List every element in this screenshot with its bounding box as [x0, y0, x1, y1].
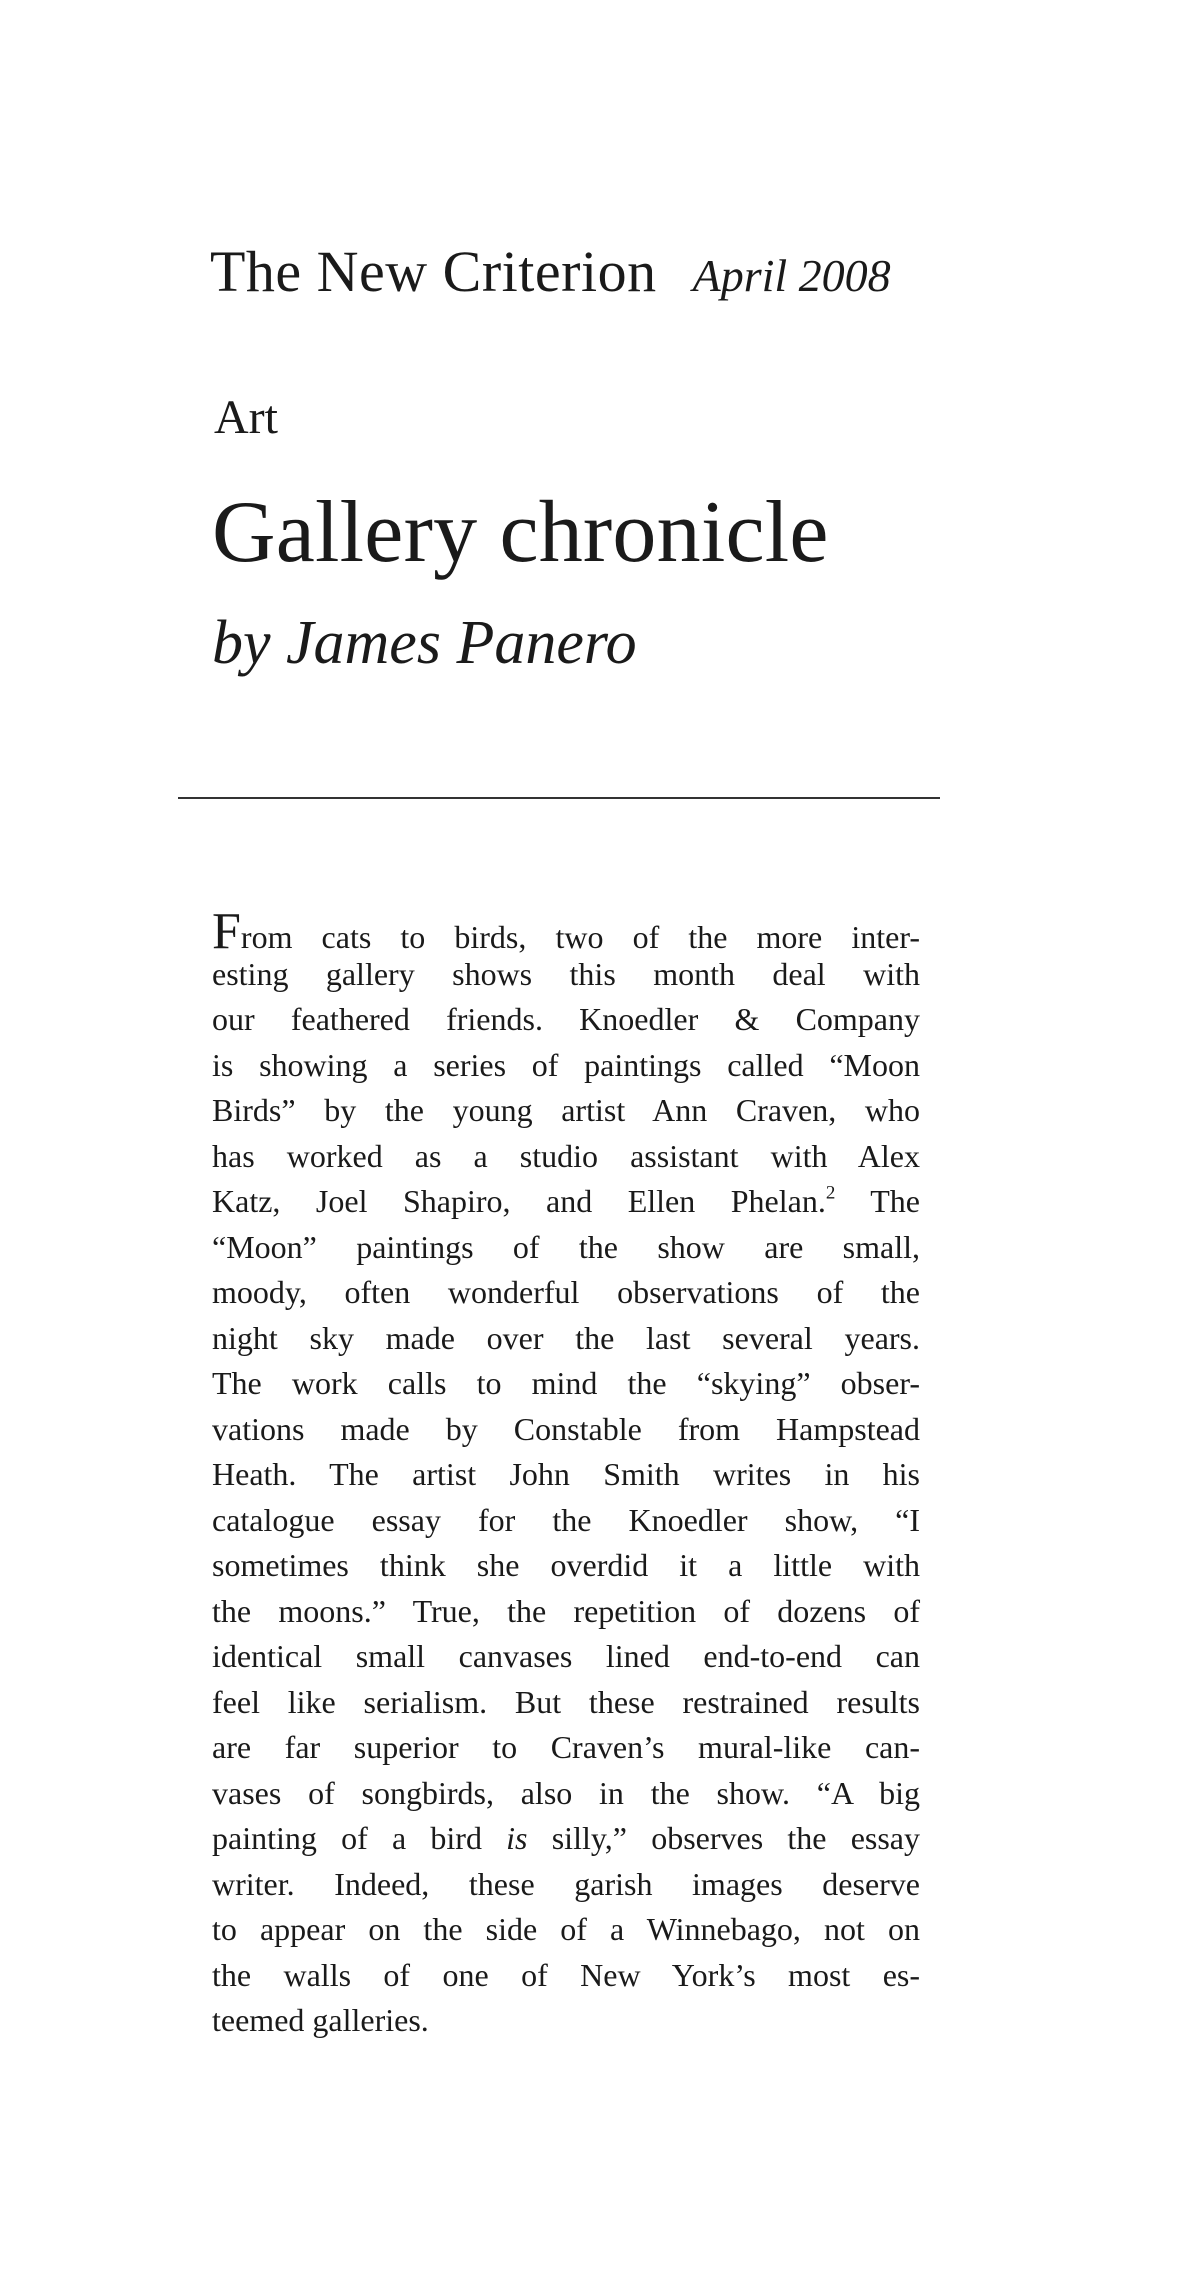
article-line: to appear on the side of a Winnebago, not on	[212, 1911, 920, 1947]
article-line: Heath. The artist John Smith writes in his	[212, 1456, 920, 1492]
article-line: identical small canvases lined end-to-end can	[212, 1638, 920, 1674]
article-line: vations made by Constable from Hampstead	[212, 1410, 920, 1447]
article-line: has worked as a studio assistant with Alex	[212, 1137, 920, 1174]
article-line: Birds” by the young artist Ann Craven, who	[212, 1092, 920, 1128]
article-line: the walls of one of New York’s most es-	[212, 1956, 920, 1993]
article-line: Katz, Joel Shapiro, and Ellen Phelan.$^2$ The	[212, 1182, 920, 1219]
article-line: night sky made over the last several years.	[212, 1319, 920, 1356]
article-line: sometimes think she overdid it a little with	[212, 1547, 920, 1583]
article-line: writer. Indeed, these garish images deserve	[212, 1865, 920, 1902]
article-byline: by James Panero	[212, 609, 637, 677]
footnote-marker: 2	[825, 1182, 836, 1204]
article-body	[212, 903, 920, 2044]
article-line: moody, often wonderful observations of the	[212, 1274, 920, 1310]
article-line: feel like serialism. But these restrained results	[212, 1683, 920, 1720]
article-line: catalogue essay for the Knoedler show, “I	[212, 1501, 920, 1538]
section-label: Art	[214, 391, 278, 444]
masthead	[210, 238, 970, 305]
emphasis: is	[506, 1820, 528, 1856]
drop-cap: F	[212, 903, 241, 960]
publication-name: The New Criterion	[210, 239, 657, 304]
article-line: esting gallery shows this month deal with	[212, 955, 920, 992]
article-line: teemed galleries.	[212, 2002, 429, 2038]
article-line: The work calls to mind the “skying” obser-	[212, 1365, 920, 1401]
article-line: painting of a bird is silly,” observes the essay	[212, 1820, 920, 1856]
article-line: is showing a series of paintings called “Moon	[212, 1046, 920, 1083]
divider-rule	[178, 797, 940, 799]
issue-date: April 2008	[692, 250, 891, 301]
article-line: “Moon” paintings of the show are small,	[212, 1228, 920, 1265]
article-line: vases of songbirds, also in the show. “A big	[212, 1774, 920, 1811]
article-title: Gallery chronicle	[212, 484, 829, 581]
article-line: are far superior to Craven’s mural-like can-	[212, 1729, 920, 1765]
article-line: From cats to birds, two of the more inter-	[212, 903, 920, 960]
article-line: our feathered friends. Knoedler & Company	[212, 1001, 920, 1037]
article-line: the moons.” True, the repetition of dozens of	[212, 1592, 920, 1629]
